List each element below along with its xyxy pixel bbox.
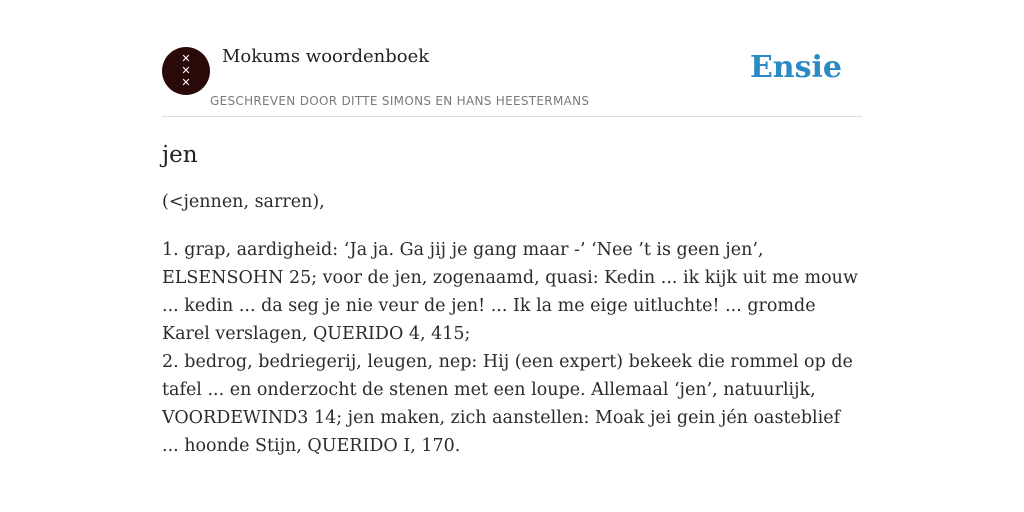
site-header bbox=[162, 0, 862, 117]
amsterdam-crosses-logo[interactable] bbox=[162, 47, 210, 95]
page-container bbox=[162, 0, 862, 460]
cross-icon: ✕ bbox=[181, 76, 191, 89]
entry-term: jen bbox=[162, 142, 198, 168]
cross-icon: ✕ bbox=[181, 64, 191, 77]
author-byline: GESCHREVEN DOOR DITTE SIMONS EN HANS HEESTERMANS bbox=[210, 94, 590, 108]
entry-definitions bbox=[162, 236, 862, 460]
definition-item: 1. grap, aardigheid: ‘Ja ja. Ga jij je gang maar -’ ‘Nee ’t is geen jen’, ELSENSOHN 25; voor de jen, zogenaamd, quasi: Kedin ... ik kijk uit me mouw ... kedin ... da seg je nie veur de jen! ... Ik la me eige uitluchte! ... gromde Karel verslagen, QUERIDO 4, 415; bbox=[162, 240, 858, 344]
dictionary-title-link[interactable]: Mokums woordenboek bbox=[222, 46, 430, 67]
entry-etymology: (<jennen, sarren), bbox=[162, 192, 325, 212]
definition-item: 2. bedrog, bedriegerij, leugen, nep: Hij (een expert) bekeek die rommel op de tafel ... en onderzocht de stenen met een loupe. Allemaal ‘jen’, natuurlijk, VOORDEWIND3 14; jen maken, zich aanstellen: Moak jei gein jén oasteblief ... hoonde Stijn, QUERIDO I, 170. bbox=[162, 352, 853, 456]
cross-icon: ✕ bbox=[181, 52, 191, 65]
ensie-brand-link[interactable]: Ensie bbox=[749, 50, 842, 85]
